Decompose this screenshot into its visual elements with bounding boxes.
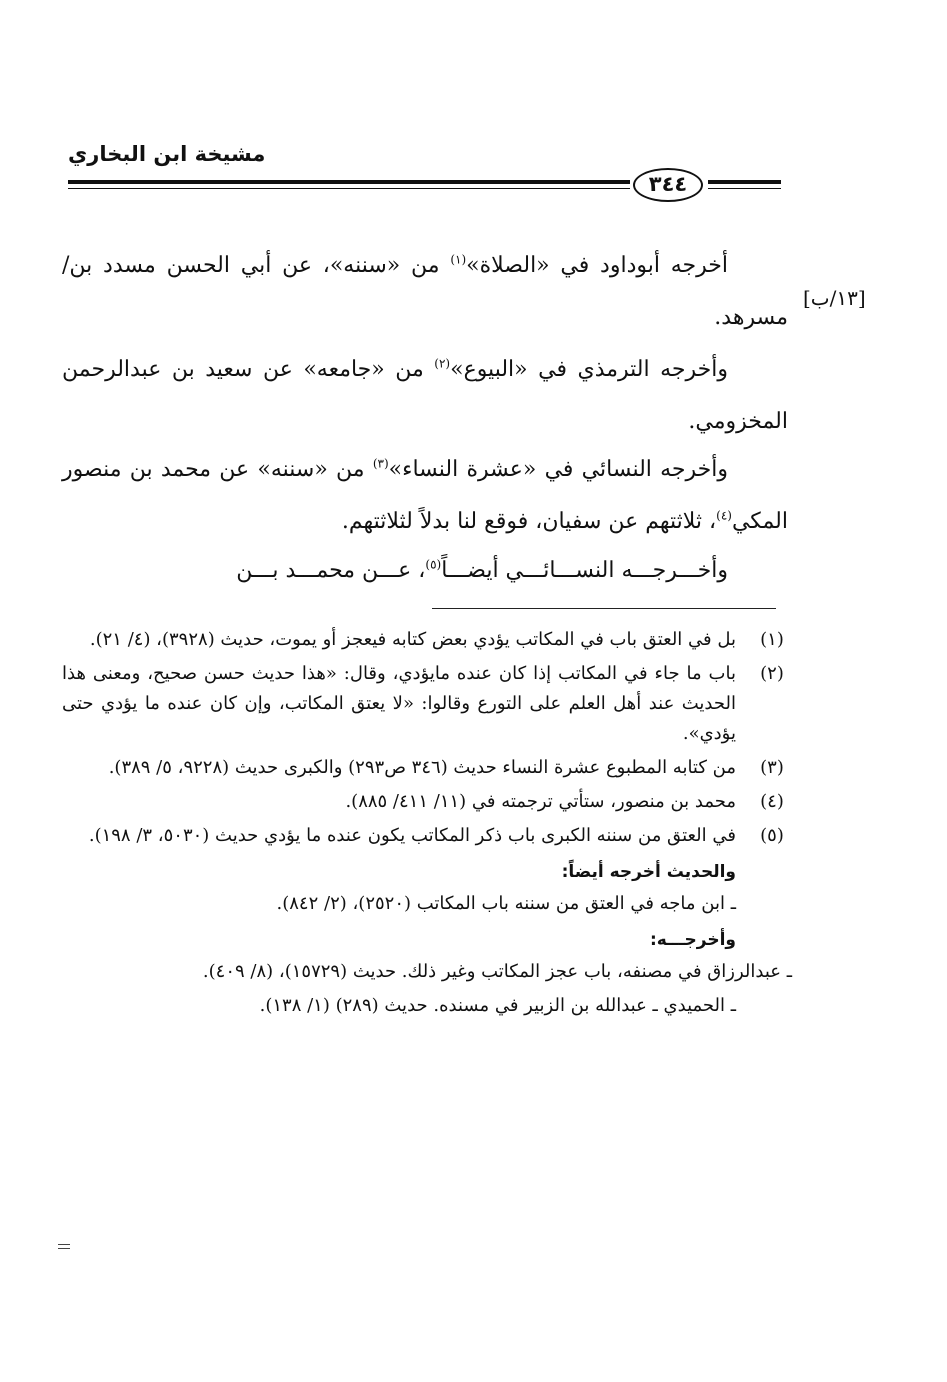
paragraph-2 — [62, 344, 788, 448]
header-rule-right-thin — [708, 188, 781, 189]
para3-text-b: من «سننه» عن محمد بن منصور المكي — [62, 457, 788, 534]
para2-text-b: من «جامعه» عن سعيد بن عبدالرحمن المخزومي. — [62, 357, 788, 434]
footnote-2 — [62, 659, 792, 749]
para1-text-a: أخرجه أبوداود في «الصلاة» — [466, 253, 728, 278]
manuscript-folio-note: [١٣/ب] — [803, 286, 866, 310]
additional-source-item: ـ الحميدي ـ عبدالله بن الزبير في مسنده. حديث (٢٨٩) (١/ ١٣٨). — [259, 995, 736, 1016]
footnote-text: في العتق من سننه الكبرى باب ذكر المكاتب يكون عنده ما يؤدي حديث (٥٠٣٠، ٣/ ١٩٨). — [88, 825, 736, 846]
additional-sources-heading-2: وأخرجـــه: — [649, 930, 736, 950]
footnote-1 — [62, 625, 792, 655]
footnote-number: (٣) — [760, 757, 784, 778]
para3-text-a: وأخرجه النسائي في «عشرة النساء» — [388, 457, 729, 482]
footnote-text: من كتابه المطبوع عشرة النساء حديث (٣٤٦ ص٢٩٣) والكبرى حديث (٩٢٢٨، ٥/ ٣٨٩). — [108, 757, 736, 778]
para1-text-b: من «سننه»، عن أبي الحسن مسدد بن/ مسرهد. — [62, 253, 788, 330]
paragraph-4 — [62, 545, 788, 597]
header-rule-thin — [68, 188, 630, 189]
footnote-4 — [62, 787, 792, 817]
footnote-5 — [62, 821, 792, 851]
para4-text-a: وأخـــرجـــه النســـائـــي أيضـــاً — [441, 558, 728, 583]
footnote-number: (٥) — [760, 825, 784, 846]
paragraph-3 — [62, 444, 788, 548]
footnote-separator — [432, 608, 776, 609]
para3-text-c: ، ثلاثتهم عن سفيان، فوقع لنا بدلاً لثلاثتهم. — [341, 509, 717, 534]
footnote-ref-1: (١) — [450, 252, 467, 267]
additional-source-item: ـ عبدالرزاق في مصنفه، باب عجز المكاتب وغير ذلك. حديث (١٥٧٢٩)، (٨/ ٤٠٩). — [202, 961, 792, 982]
footnote-text: بل في العتق باب في المكاتب يؤدي بعض كتابه فيعجز أو يموت، حديث (٣٩٢٨)، (٤/ ٢١). — [89, 629, 736, 650]
header-rule-right-thick — [708, 180, 781, 184]
footnote-number: (٢) — [760, 663, 784, 684]
footnote-number: (٤) — [760, 791, 784, 812]
para2-text-a: وأخرجه الترمذي في «البيوع» — [450, 357, 728, 382]
additional-source-item: ـ ابن ماجه في العتق من سننه باب المكاتب (٢٥٢٠)، (٢/ ٨٤٢). — [276, 893, 736, 914]
header-rule-thick — [68, 180, 630, 184]
page-number-badge: ٣٤٤ — [633, 168, 703, 202]
printer-mark — [58, 1244, 70, 1252]
footnote-ref-3: (٣) — [372, 456, 389, 471]
paragraph-1 — [62, 240, 788, 344]
running-header-title: مشيخة ابن البخاري — [68, 142, 266, 166]
footnote-ref-4: (٤) — [716, 508, 732, 523]
footnote-ref-2: (٢) — [434, 356, 451, 371]
footnote-ref-5: (٥) — [425, 557, 442, 572]
footnote-text: محمد بن منصور، ستأتي ترجمته في (١١/ ٤١١/ ٨٨٥). — [345, 791, 736, 812]
additional-sources-heading: والحديث أخرجه أيضاً: — [561, 862, 736, 882]
footnote-3 — [62, 753, 792, 783]
footnote-number: (١) — [760, 629, 784, 650]
para4-text-b: ، عـــن محمـــد بـــن — [236, 558, 426, 583]
footnote-text: باب ما جاء في المكاتب إذا كان عنده مايؤدي، وقال: «هذا حديث حسن صحيح، ومعنى هذا الحديث عند أهل العلم على التورع وقالوا: «لا يعتق المكاتب، وإن كان عنده ما يؤدي حتى يؤدي». — [62, 663, 736, 744]
footnotes-section — [62, 625, 792, 1025]
